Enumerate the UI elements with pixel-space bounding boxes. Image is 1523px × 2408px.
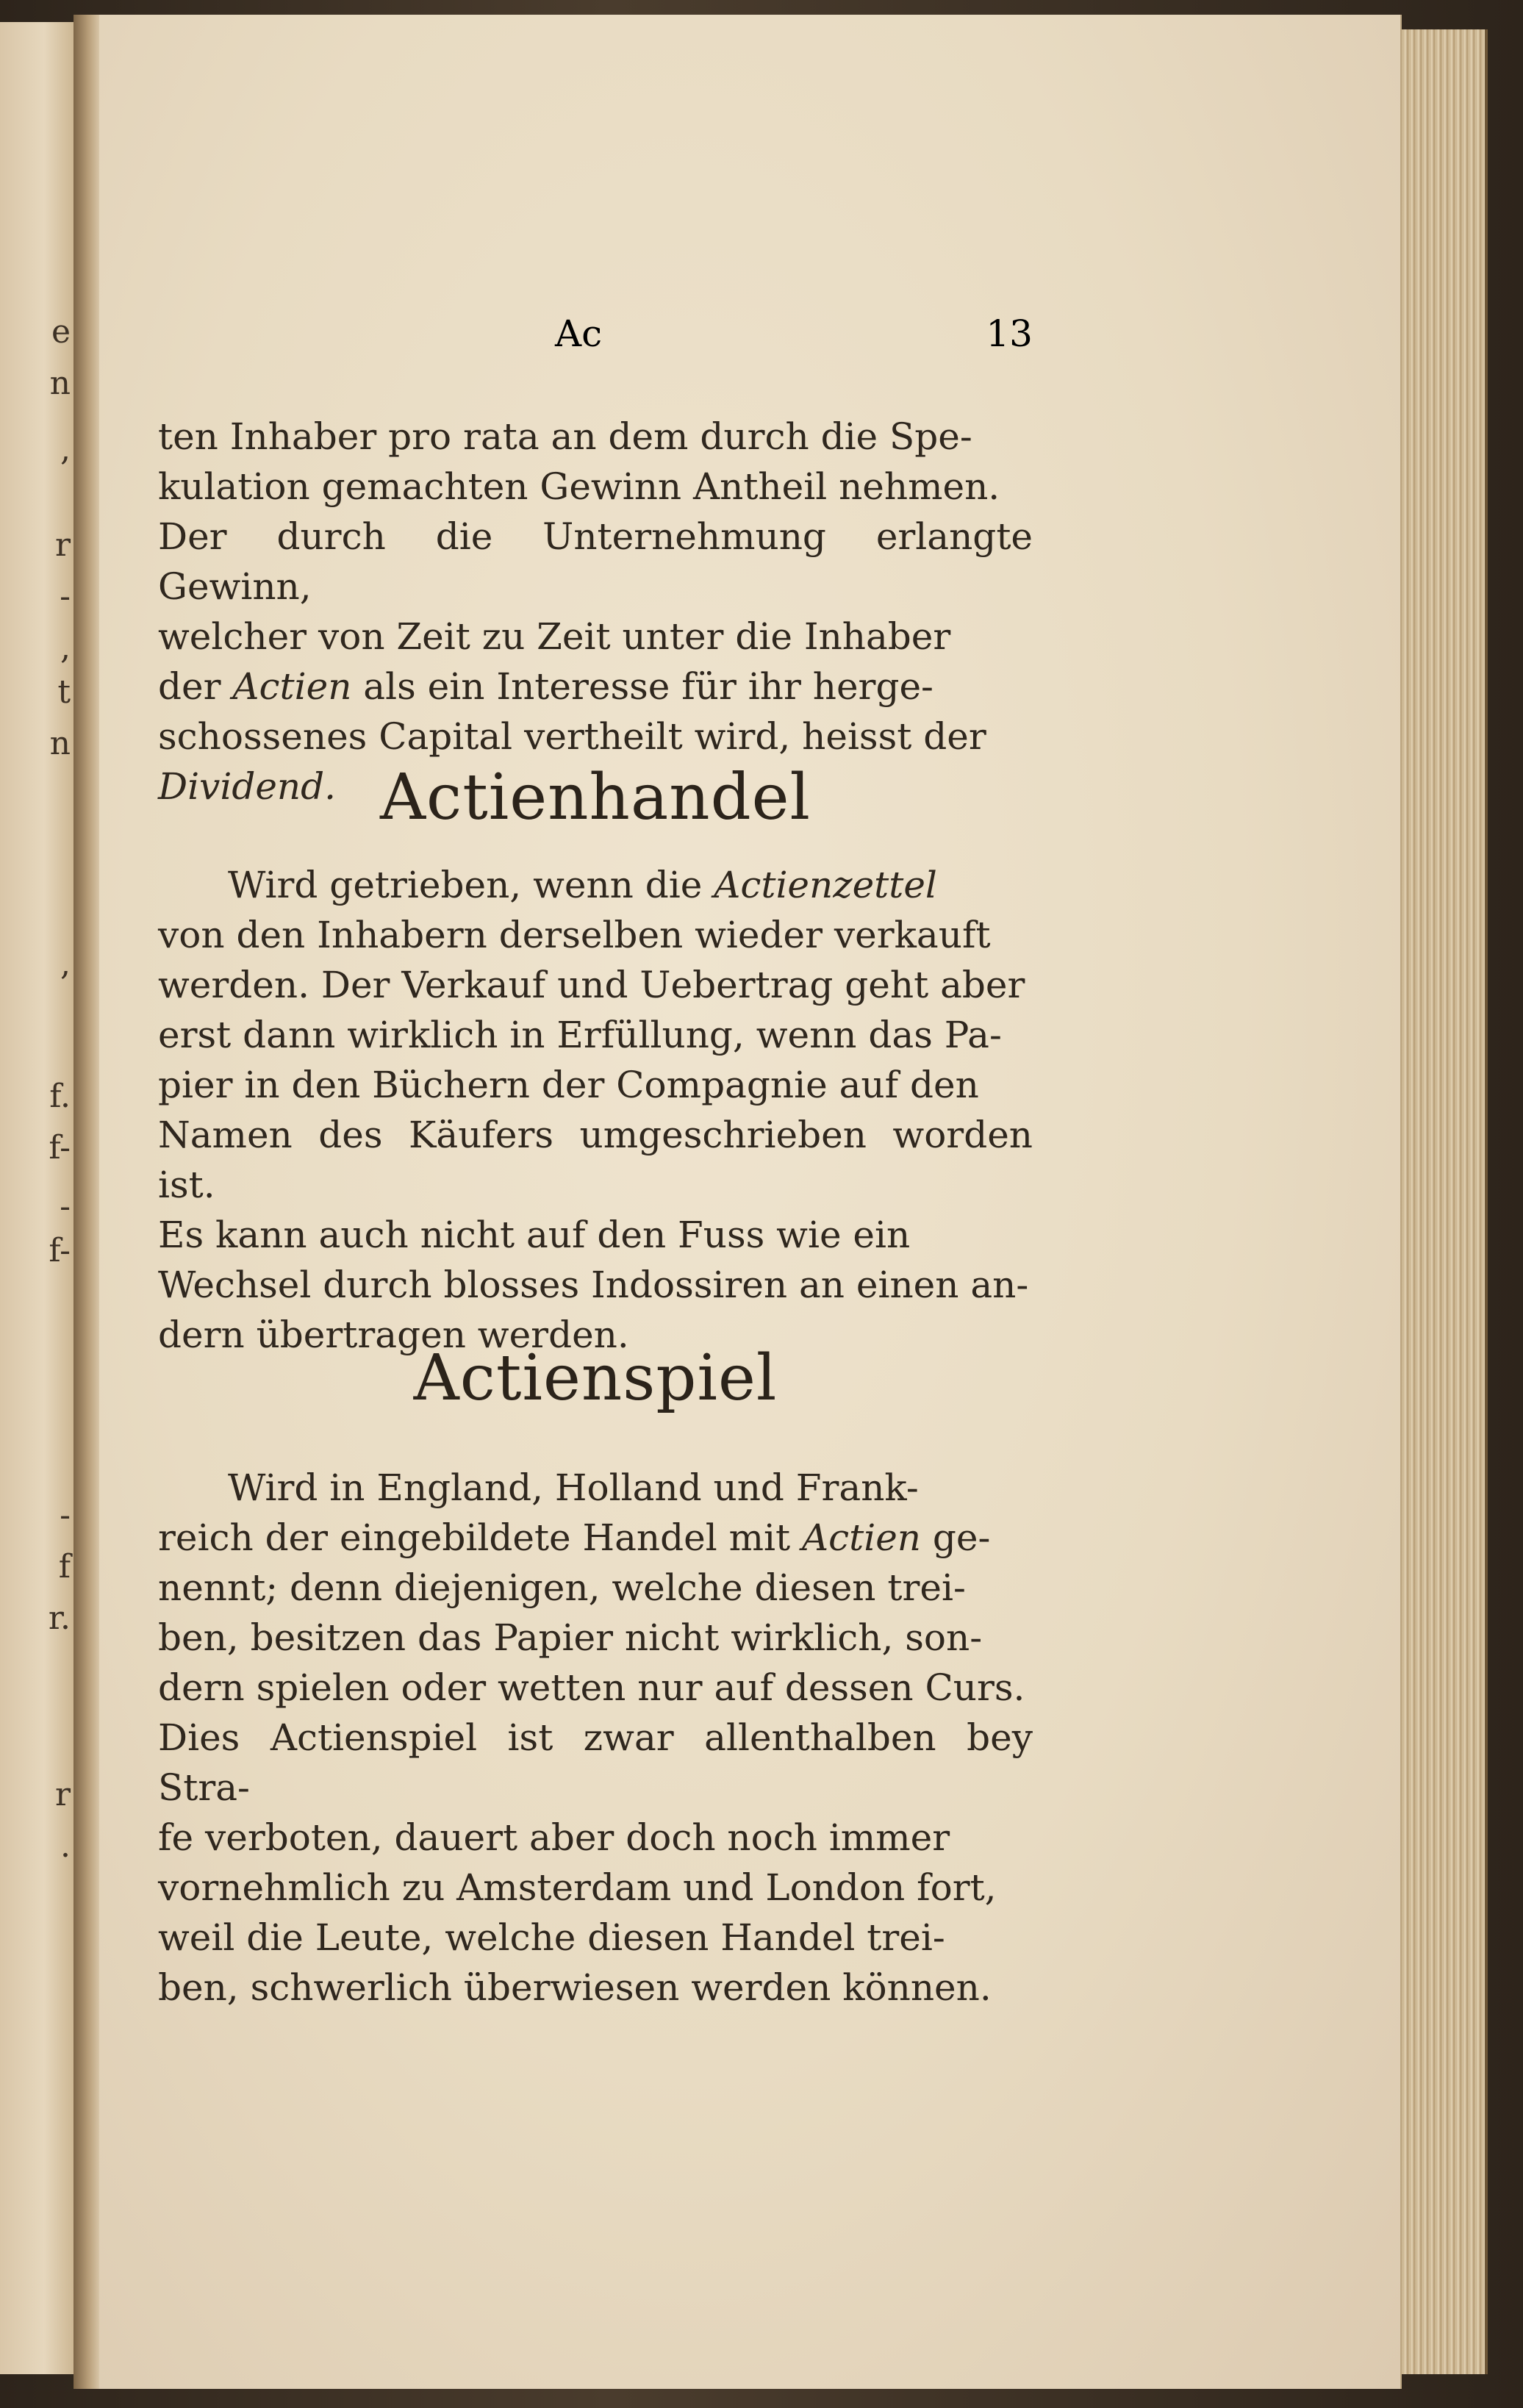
italic-term: Dividend. [158,765,337,808]
text-line: nennt; denn diejenigen, welche diesen trei- [158,1566,966,1609]
left-fragment: - [60,578,71,615]
text-line: der Actien als ein Interesse für ihr herge- [158,665,933,708]
left-fragment: - [60,1188,71,1225]
text-line: ben, schwerlich überwiesen werden können. [158,1966,992,2009]
book-gutter [74,15,103,2389]
text-line: erst dann wirklich in Erfüllung, wenn das Pa- [158,1014,1002,1056]
text-line: vornehmlich zu Amsterdam und London fort, [158,1866,997,1909]
intro-paragraph [158,412,1033,811]
text-line: welcher von Zeit zu Zeit unter die Inhaber [158,615,951,658]
text-line: dern spielen oder wetten nur auf dessen Curs. [158,1666,1025,1709]
text-line: Der durch die Unternehmung erlangte Gewinn, [158,515,1033,608]
left-fragment: r [54,526,71,564]
left-fragment: . [60,1827,71,1865]
text-line: weil die Leute, welche diesen Handel trei- [158,1916,945,1959]
section-paragraph [158,1463,1033,2013]
text-line: Wechsel durch blosses Indossiren an einen an- [158,1264,1029,1306]
text-line: pier in den Büchern der Compagnie auf den [158,1064,979,1106]
running-head [158,312,1033,364]
page-number: 13 [986,312,1033,355]
left-fragment: e [51,313,71,351]
left-fragment: r. [48,1599,71,1637]
text-line: fe verboten, dauert aber doch noch immer [158,1816,950,1859]
left-fragment: f [58,1548,71,1585]
text-line: ten Inhaber pro rata an dem durch die Spe- [158,415,972,458]
text-line: werden. Der Verkauf und Uebertrag geht aber [158,964,1025,1006]
text-line: Wird in England, Holland und Frank- [228,1466,919,1509]
page-stack-edges [1397,29,1488,2374]
italic-term: Actien [232,665,352,708]
left-fragment: , [60,431,71,468]
section-paragraph [158,860,1033,1360]
section-heading: Actienhandel [379,761,811,834]
italic-term: Actien [802,1516,922,1559]
section-marker: Ac [555,312,603,355]
italic-term: Actienzettel [714,864,937,906]
text-line: kulation gemachten Gewinn Antheil nehmen. [158,465,1000,508]
left-fragment: n [49,365,71,402]
previous-page-edge [0,22,76,2374]
text-line: von den Inhabern derselben wieder verkauft [158,914,991,956]
text-line: Wird getrieben, wenn die Actienzettel [228,864,937,906]
text-line: ben, besitzen das Papier nicht wirklich, son- [158,1616,983,1659]
section-heading: Actienspiel [413,1341,778,1415]
text-line: dern übertragen werden. [158,1314,629,1356]
text-line: Es kann auch nicht auf den Fuss wie ein [158,1214,911,1256]
left-fragment: t [57,673,71,711]
text-line: Namen des Käufers umgeschrieben worden ist. [158,1114,1033,1206]
left-fragment: f- [49,1129,71,1167]
left-fragment: , [60,629,71,667]
left-fragment: f. [49,1078,71,1115]
text-line: reich der eingebildete Handel mit Actien ge- [158,1516,991,1559]
text-line: Dies Actienspiel ist zwar allenthalben bey Stra- [158,1716,1033,1809]
text-line: schossenes Capital vertheilt wird, heisst der [158,715,986,758]
left-fragment: r [54,1776,71,1813]
left-fragment: n [49,725,71,762]
left-fragment: - [60,1497,71,1534]
left-fragment: f- [49,1232,71,1269]
left-fragment: , [60,945,71,983]
